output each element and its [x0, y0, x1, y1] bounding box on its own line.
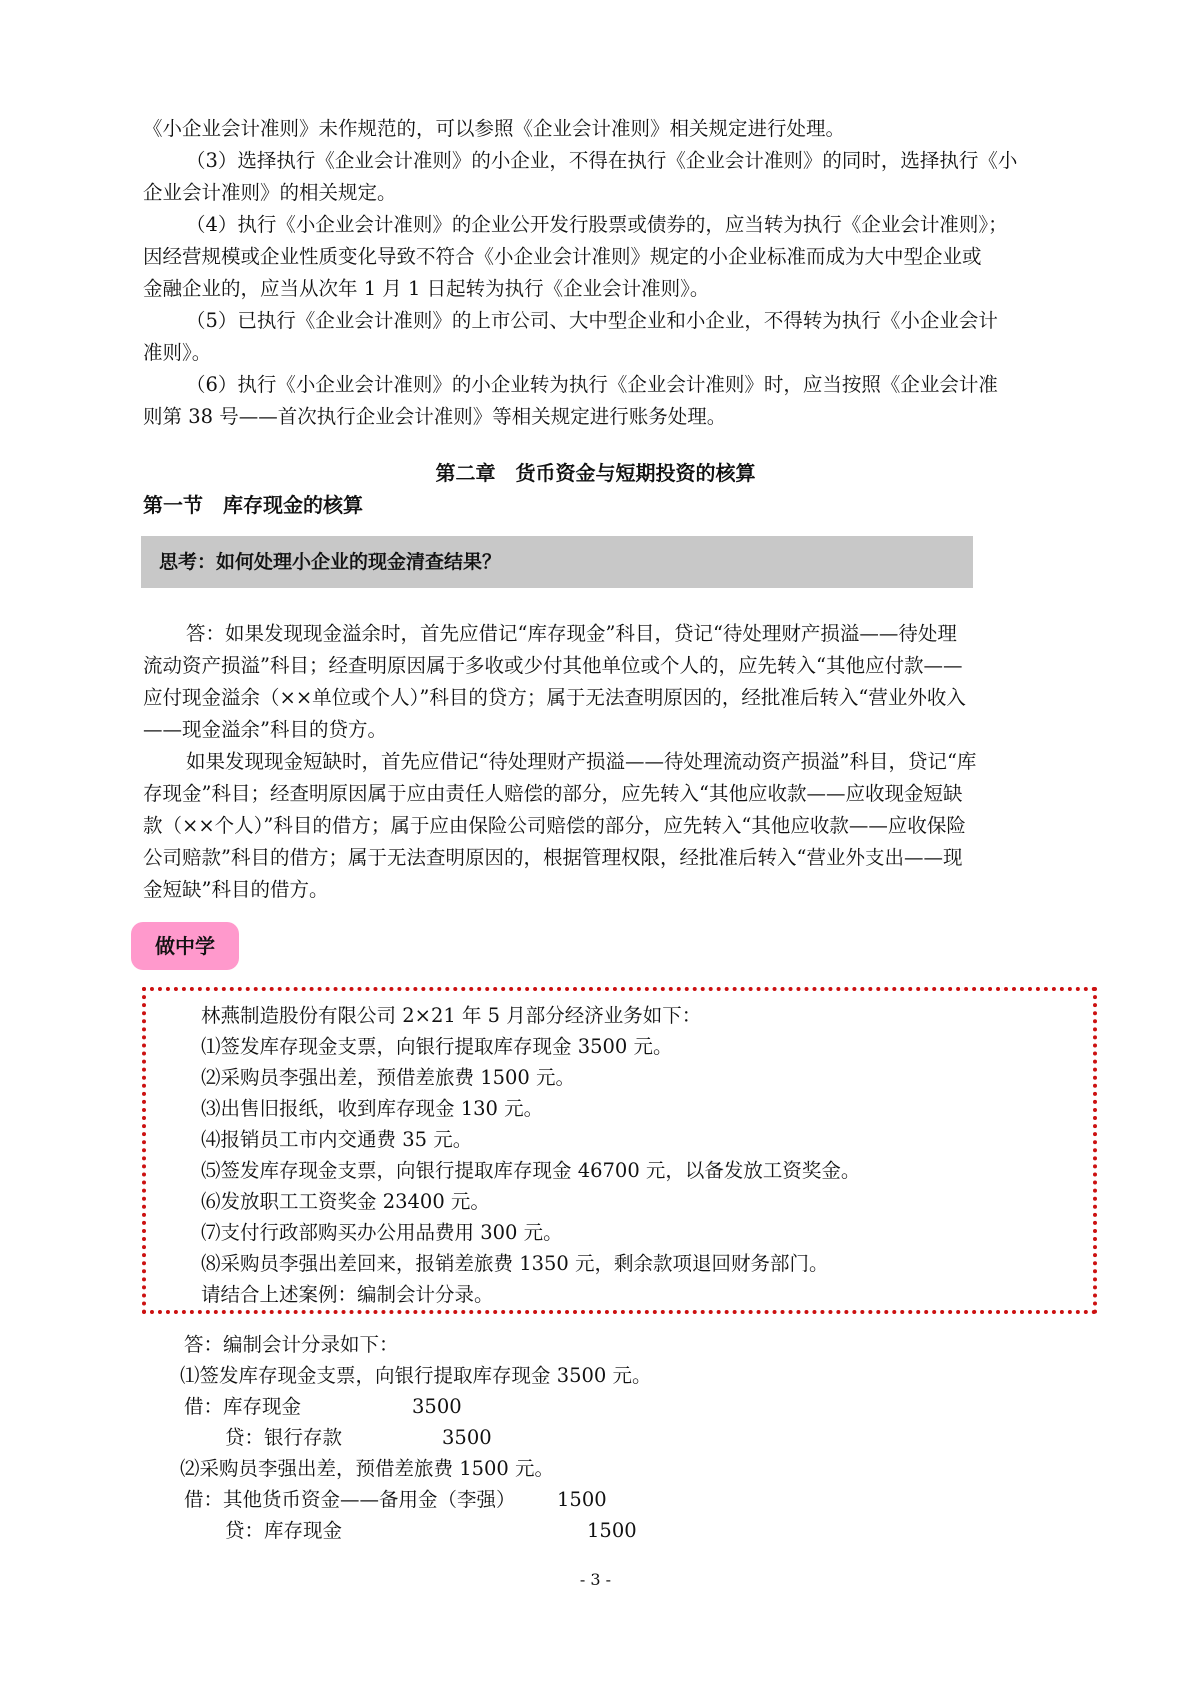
answer-line: 如果发现现金短缺时，首先应借记“待处理财产损溢——待处理流动资产损溢”科目，贷记“库	[186, 750, 977, 773]
answer-line: ——现金溢余”科目的贷方。	[143, 718, 387, 741]
paragraph-line: （5）已执行《企业会计准则》的上市公司、大中型企业和小企业，不得转为执行《小企业会计	[186, 309, 998, 332]
paragraph-line: 准则》。	[143, 341, 212, 364]
case-line: ⑷报销员工市内交通费 35 元。	[201, 1128, 473, 1151]
chapter-title: 第二章 货币资金与短期投资的核算	[435, 461, 756, 485]
paragraph-line: 则第 38 号——首次执行企业会计准则》等相关规定进行账务处理。	[143, 405, 727, 428]
paragraph-line: 因经营规模或企业性质变化导致不符合《小企业会计准则》规定的小企业标准而成为大中型企业或	[143, 245, 982, 268]
entry-description: ⑵采购员李强出差，预借差旅费 1500 元。	[180, 1457, 555, 1480]
entry-description: ⑴签发库存现金支票，向银行提取库存现金 3500 元。	[180, 1364, 652, 1387]
case-line: ⑹发放职工工资奖金 23400 元。	[201, 1190, 490, 1213]
debit-amount: 1500	[557, 1488, 607, 1511]
solution-intro: 答：编制会计分录如下：	[184, 1333, 399, 1356]
answer-line: 存现金”科目；经查明原因属于应由责任人赔偿的部分，应先转入“其他应收款——应收现金短缺	[143, 782, 963, 805]
answer-line: 答：如果发现现金溢余时，首先应借记“库存现金”科目，贷记“待处理财产损溢——待处理	[186, 622, 957, 645]
answer-line: 流动资产损溢”科目；经查明原因属于多收或少付其他单位或个人的，应先转入“其他应付款——	[143, 654, 963, 677]
paragraph-line: 企业会计准则》的相关规定。	[143, 181, 397, 204]
debit-account: 借：库存现金	[184, 1395, 302, 1418]
case-line: ⑵采购员李强出差，预借差旅费 1500 元。	[201, 1066, 576, 1089]
paragraph-line: 《小企业会计准则》未作规范的，可以参照《企业会计准则》相关规定进行处理。	[143, 117, 846, 140]
answer-line: 公司赔款”科目的借方；属于无法查明原因的，根据管理权限，经批准后转入“营业外支出——现	[143, 846, 963, 869]
section-title: 第一节 库存现金的核算	[143, 493, 363, 517]
case-line: 林燕制造股份有限公司 2×21 年 5 月部分经济业务如下：	[201, 1004, 702, 1027]
credit-account: 贷：库存现金	[225, 1519, 343, 1542]
case-line: ⑸签发库存现金支票，向银行提取库存现金 46700 元，以备发放工资奖金。	[201, 1159, 861, 1182]
practice-tag-label: 做中学	[155, 934, 215, 958]
credit-amount: 1500	[587, 1519, 637, 1542]
answer-line: 金短缺”科目的借方。	[143, 878, 329, 901]
case-line: ⑻采购员李强出差回来，报销差旅费 1350 元，剩余款项退回财务部门。	[201, 1252, 829, 1275]
paragraph-line: 金融企业的，应当从次年 1 月 1 日起转为执行《企业会计准则》。	[143, 277, 710, 300]
debit-amount: 3500	[412, 1395, 462, 1418]
case-line: 请结合上述案例：编制会计分录。	[201, 1283, 494, 1306]
credit-amount: 3500	[442, 1426, 492, 1449]
paragraph-line: （4）执行《小企业会计准则》的企业公开发行股票或债券的，应当转为执行《企业会计准则》；	[186, 213, 1008, 236]
case-line: ⑶出售旧报纸，收到库存现金 130 元。	[201, 1097, 544, 1120]
paragraph-line: （6）执行《小企业会计准则》的小企业转为执行《企业会计准则》时，应当按照《企业会计准	[186, 373, 998, 396]
credit-account: 贷：银行存款	[225, 1426, 343, 1449]
case-line: ⑺支付行政部购买办公用品费用 300 元。	[201, 1221, 563, 1244]
case-line: ⑴签发库存现金支票，向银行提取库存现金 3500 元。	[201, 1035, 673, 1058]
answer-line: 款（××个人）”科目的借方；属于应由保险公司赔偿的部分，应先转入“其他应收款——应收保险	[143, 814, 966, 837]
debit-account: 借：其他货币资金——备用金（李强）	[184, 1488, 516, 1511]
practice-tag	[131, 922, 239, 970]
think-question: 思考：如何处理小企业的现金清查结果？	[159, 551, 502, 573]
answer-line: 应付现金溢余（××单位或个人）”科目的贷方；属于无法查明原因的，经批准后转入“营业外收入	[143, 686, 966, 709]
paragraph-line: （3）选择执行《企业会计准则》的小企业，不得在执行《企业会计准则》的同时，选择执行《小	[186, 149, 1018, 172]
think-box	[141, 536, 973, 588]
page-number: - 3 -	[579, 1570, 612, 1589]
